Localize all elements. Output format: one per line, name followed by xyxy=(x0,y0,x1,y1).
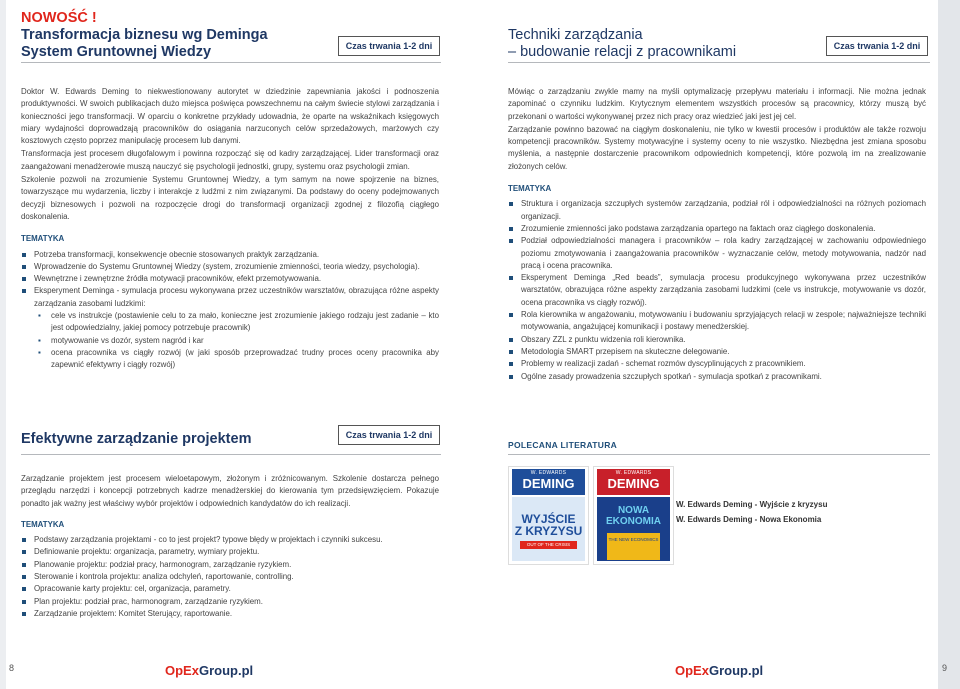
opex-logo-right xyxy=(675,663,763,678)
cover-author-band xyxy=(512,469,585,495)
list-item: Plan projektu: podział prac, harmonogram, zarządzanie ryzykiem. xyxy=(21,596,439,608)
list-item: Podział odpowiedzialności managera i pracowników – rola kadry zarządzającej w zachowaniu odpowiedniego poziomu zmotywowania i zaangażowania pracowników - wyznaczanie celów, metody motywowania, nadzór nad pracą i ocena pracownika. xyxy=(508,235,926,272)
cover-author-last: DEMING xyxy=(607,476,660,491)
list-item: Podstawy zarządzania projektami - co to jest projekt? typowe błędy w projektach i czynniki sukcesu. xyxy=(21,534,439,546)
topics-label: TEMATYKA xyxy=(21,519,65,529)
paragraph: Doktor W. Edwards Deming to niekwestionowany autorytet w dziedzinie zapewniania jakości i podnoszenia produktywności. W swoich publikacjach dużo miejsca poświęca powszechnemu na całym świecie stylowi zarządzania i konieczności jego transformacji. W oparciu o konkretne przykłady udowadnia, że oparte na wskaźnikach księgowych miary wydajności doprowadzają pracowników do osiągania narzuconych celów sprzedażowych, marżowych czy kosztowych często poprzez manipulację procesem lub danymi. xyxy=(21,87,439,146)
logo-part: Group.pl xyxy=(198,663,254,678)
training-title-line1: Transformacja biznesu wg Deminga xyxy=(21,27,268,43)
book-cover-crisis xyxy=(508,466,589,565)
list-item: Sterowanie i kontrola projektu: analiza odchyleń, raportowanie, controlling. xyxy=(21,571,439,583)
list-item: Obszary ZZL z punktu widzenia roli kierownika. xyxy=(508,334,926,346)
paragraph: Transformacja jest procesem długofalowym i powinna rozpocząć się od kadry zarządzającej. Lider transformacji oraz zaangażowani menadżerowie muszą nauczyć się psychologii jednostki, grupy, systemu oraz psychologii zmian. xyxy=(21,149,439,171)
list-item: Ogólne zasady prowadzenia szczupłych spotkań - symulacja spotkań z pracownikami. xyxy=(508,371,926,383)
training-title-line1: Techniki zarządzania xyxy=(508,27,643,43)
list-item: Problemy w realizacji zadań - schemat rozmów dyscyplinujących z pracownikiem. xyxy=(508,358,926,370)
divider xyxy=(21,454,441,455)
cover-title-2: EKONOMIA xyxy=(606,516,661,527)
list-item: Zrozumienie zmienności jako podstawa zarządzania opartego na faktach oraz ciągłego doskonalenia. xyxy=(508,223,926,235)
subtopics-list xyxy=(21,310,439,371)
left-bottom-body xyxy=(21,473,439,620)
cover-art xyxy=(597,497,670,561)
cover-subtitle: OUT OF THE CRISIS xyxy=(520,541,577,549)
logo-part: OpEx xyxy=(165,663,199,678)
duration-badge: Czas trwania 1-2 dni xyxy=(826,36,928,56)
project-section-title: Efektywne zarządzanie projektem xyxy=(21,431,252,447)
right-edge-band xyxy=(938,0,960,689)
new-label: NOWOŚĆ ! xyxy=(21,10,97,26)
list-item: Planowanie projektu: podział pracy, harmonogram, zarządzanie ryzykiem. xyxy=(21,559,439,571)
list-item: Opracowanie karty projektu: cel, organizacja, parametry. xyxy=(21,583,439,595)
cover-art xyxy=(512,497,585,561)
topics-list xyxy=(21,249,439,310)
logo-part: Group.pl xyxy=(708,663,764,678)
list-item: Zarządzanie projektem: Komitet Sterujący, raportowanie. xyxy=(21,608,439,620)
book-caption: W. Edwards Deming - Nowa Ekonomia xyxy=(676,515,822,524)
cover-title-1: NOWA xyxy=(617,505,650,516)
list-item: Eksperyment Deminga „Red beads”, symulacja procesu produkcyjnego wykonywana przez uczestników warsztatów, obrazująca różne aspekty zarządzania zasobami ludzkimi (cele vs instrukcje, motywowanie vs dozór, ocena pracownika vs ciągły rozwój). xyxy=(508,272,926,309)
list-item: ▪ ocena pracownika vs ciągły rozwój (w jaki sposób przeprowadzać trudny proces oceny pracownika aby zapewnić efektywny i ciągły rozwój) xyxy=(21,347,439,372)
page-number-right: 9 xyxy=(942,663,948,673)
cover-author-first: W. EDWARDS xyxy=(615,470,652,476)
right-top-body xyxy=(508,86,926,383)
opex-logo-left xyxy=(165,663,253,678)
duration-badge: Czas trwania 1-2 dni xyxy=(338,425,440,445)
divider xyxy=(21,62,441,63)
cover-title-2: Z KRYZYSU xyxy=(514,524,583,538)
list-item: ▪ cele vs instrukcje (postawienie celu to za mało, konieczne jest zrozumienie jakiego rodzaju jest zadanie – kto jest odpowiedzialny, jakiej pomocy potrzebuje pracownik) xyxy=(21,310,439,335)
book-caption: W. Edwards Deming - Wyjście z kryzysu xyxy=(676,500,828,509)
logo-part: OpEx xyxy=(675,663,709,678)
training-title-line2: – budowanie relacji z pracownikami xyxy=(508,44,737,60)
page-number-left: 8 xyxy=(9,663,15,673)
right-top-header xyxy=(508,27,736,61)
paragraph: Szkolenie pozwoli na zrozumienie Systemu Gruntownej Wiedzy, a tym samym na nowe spojrzenie na biznes, towarzyszące mu wydarzenia, liczby i interakcje z ludźmi z nim związanymi. Da podstawy do oceny podejmowanych decyzji biznesowych i pozwoli na rozpoczęcie drogi do transformacji organizacji zgodnej z filozofią ciągłego doskonalenia. xyxy=(21,175,439,221)
duration-badge: Czas trwania 1-2 dni xyxy=(338,36,440,56)
topics-list xyxy=(21,534,439,620)
list-item: Eksperyment Deminga - symulacja procesu wykonywana przez uczestników warsztatów, obrazująca różne aspekty zarządzania zasobami ludzkimi: xyxy=(21,285,439,310)
paragraph: Mówiąc o zarządzaniu zwykle mamy na myśli optymalizację przepływu materiału i informacji. Nie można jednak zapominać o czynniku ludzkim. Krytycznym elementem wszystkich procesów są pracownicy, którzy muszą być przekonani o wartości wykonywanej przez nich pracy oraz wiedzieć jaki jest jej cel. xyxy=(508,87,926,121)
topics-label: TEMATYKA xyxy=(508,184,552,194)
list-item: Potrzeba transformacji, konsekwencje obecnie stosowanych praktyk zarządzania. xyxy=(21,249,439,261)
cover-author-band xyxy=(597,469,670,495)
divider xyxy=(508,454,930,455)
book-cover-new-economics xyxy=(593,466,674,565)
left-top-header xyxy=(21,10,268,61)
cover-author-first: W. EDWARDS xyxy=(530,470,567,476)
left-edge-band xyxy=(0,0,6,689)
list-item: Definiowanie projektu: organizacja, parametry, wymiary projektu. xyxy=(21,546,439,558)
cover-author-last: DEMING xyxy=(522,476,575,491)
cover-title-1: WYJŚCIE xyxy=(521,512,576,526)
cover-subtitle: THE NEW ECONOMICS xyxy=(607,533,660,560)
list-item: Wewnętrzne i zewnętrzne źródła motywacji pracowników, efekt przemotywowania. xyxy=(21,273,439,285)
topics-list xyxy=(508,198,926,382)
left-top-body xyxy=(21,86,439,372)
paragraph: Zarządzanie powinno bazować na ciągłym doskonaleniu, nie tylko w kwestii procesów i produktów ale także rozwoju kompetencji pracowników. Systemy motywacyjne i systemy oceny to nie wszystko. Niezbędna jest zmiana sposobu myślenia, a następnie dostarczenie pracownikom odpowiednich kompetencji, które pozwolą im na zrealizowanie złożonych celów. xyxy=(508,124,926,171)
list-item: ▪ motywowanie vs dozór, system nagród i kar xyxy=(21,335,439,347)
literature-label: POLECANA LITERATURA xyxy=(508,440,618,450)
list-item: Metodologia SMART przepisem na skuteczne delegowanie. xyxy=(508,346,926,358)
topics-label: TEMATYKA xyxy=(21,234,65,244)
book-captions xyxy=(676,497,827,527)
paragraph: Zarządzanie projektem jest procesem wieloetapowym, złożonym i zróżnicowanym. Szkolenie dostarcza pełnego przeglądu narzędzi i koncepcji potrzebnych kadrze menadżerskiej do kierowania tym przedsięwzięciem. Pokazuje ponadto jak ważny jest właściwy wybór projektów i odpowiednich kandydatów do ich realizacji. xyxy=(21,474,439,508)
divider xyxy=(508,62,930,63)
list-item: Struktura i organizacja szczupłych systemów zarządzania, podział ról i odpowiedzialności na różnych poziomach organizacji. xyxy=(508,198,926,223)
list-item: Wprowadzenie do Systemu Gruntownej Wiedzy (system, zrozumienie zmienności, teoria wiedzy, psychologia). xyxy=(21,261,439,273)
list-item: Rola kierownika w angażowaniu, motywowaniu i budowaniu sprzyjających relacji w zespole; najważniejsze techniki motywowania, angażującej komunikacji i postawy menedżerskiej. xyxy=(508,309,926,334)
training-title-line2: System Gruntownej Wiedzy xyxy=(21,44,212,60)
